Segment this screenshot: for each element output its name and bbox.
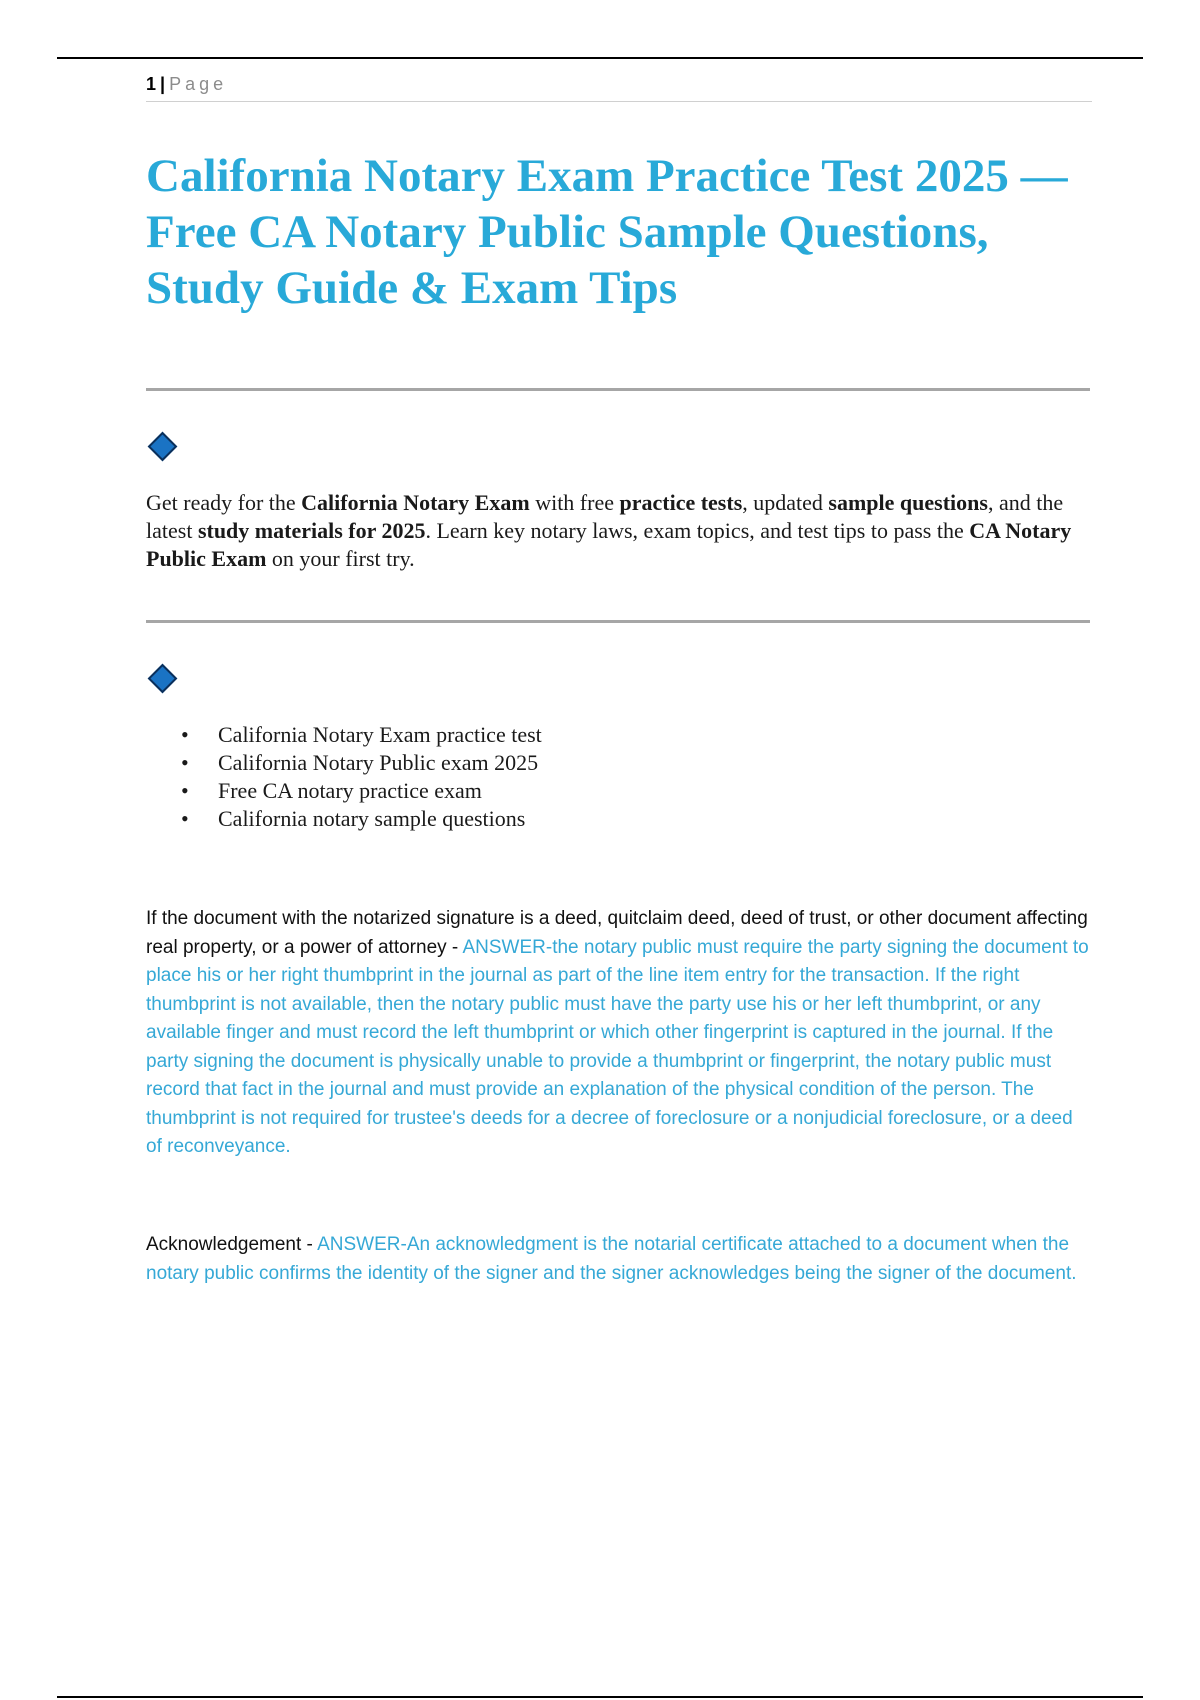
page-number: 1 (146, 74, 157, 94)
page-separator: | (160, 74, 166, 94)
intro-text: , updated (742, 490, 829, 515)
list-item: • California Notary Public exam 2025 (146, 749, 542, 777)
intro-bold: practice tests (619, 490, 743, 515)
answer-text: ANSWER-the notary public must require the party signing the document to place his or her right thumbprint in the journal as part of the line item entry for the transaction. If the right thumbprint is not available, then the notary public must have the party use his or her left thumbprint, or any available finger and must record the left thumbprint or which other fingerprint is captured in the journal. If the party signing the document is physically unable to provide a thumbprint or fingerprint, the notary public must record that fact in the journal and must provide an explanation of the physical condition of the person. The thumbprint is not required for trustee's deeds for a decree of foreclosure or a nonjudicial foreclosure, or a deed of reconveyance. (146, 936, 1089, 1157)
keyword-list (146, 721, 542, 833)
intro-bold: CA Notary Public Exam (146, 518, 1072, 571)
top-border-rule (57, 57, 1143, 59)
page-word: Page (169, 74, 228, 94)
bottom-border-rule (57, 1696, 1143, 1698)
list-item: • Free CA notary practice exam (146, 777, 542, 805)
qa-item-thumbprint (146, 905, 1091, 1162)
intro-bold: sample questions (828, 490, 988, 515)
question-text: If the document with the notarized signature is a deed, quitclaim deed, deed of trust, or other document affecting real property, or a power of attorney - (146, 908, 1088, 958)
intro-text: , and the latest (146, 490, 1064, 543)
section-divider-2 (146, 620, 1090, 623)
intro-text: with free (529, 490, 620, 515)
section-divider-1 (146, 388, 1090, 391)
diamond-bullet-icon (148, 432, 178, 462)
list-item: • California notary sample questions (146, 805, 542, 833)
qa-item-acknowledgement (146, 1231, 1091, 1288)
document-title: California Notary Exam Practice Test 2025 — Free CA Notary Public Sample Questions, Study Guide & Exam Tips (146, 150, 1068, 314)
intro-text: on your first try. (266, 546, 415, 571)
intro-paragraph (146, 489, 1096, 573)
question-text: Acknowledgement - (146, 1234, 318, 1255)
list-item: • California Notary Exam practice test (146, 721, 542, 749)
answer-text: ANSWER-An acknowledgment is the notarial certificate attached to a document when the notary public confirms the identity of the signer and the signer acknowledges being the signer of the document. (146, 1234, 1077, 1284)
page-header (146, 74, 1092, 102)
intro-text: . Learn key notary laws, exam topics, and test tips to pass the (425, 518, 970, 543)
diamond-bullet-icon (148, 664, 178, 694)
intro-text: Get ready for the (146, 490, 302, 515)
intro-bold: California Notary Exam (301, 490, 530, 515)
intro-bold: study materials for 2025 (197, 518, 426, 543)
